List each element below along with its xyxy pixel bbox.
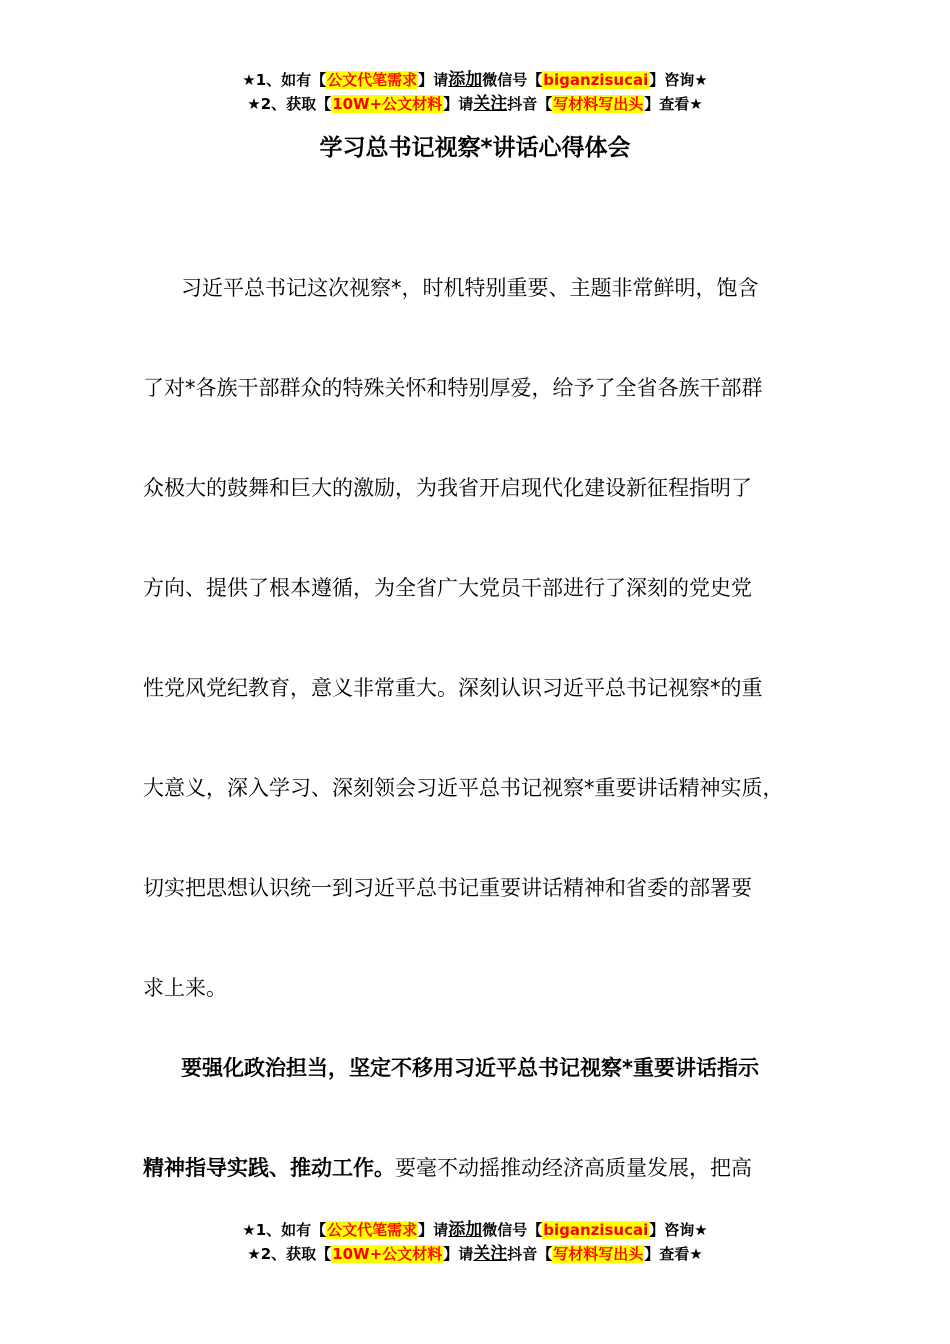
promo-text: 】请 (418, 71, 449, 89)
text-line: 求上来。 (143, 976, 227, 1000)
promo-text: 微信号【 (482, 71, 543, 89)
promo-text: 】请 (443, 95, 474, 113)
document-title: 学习总书记视察*讲话心得体会 (319, 135, 631, 161)
promo-text: 】请 (443, 1245, 474, 1263)
text-line: 了对*各族干部群众的特殊关怀和特别厚爱，给予了全省各族干部群 (143, 376, 763, 400)
promo-text: 】查看★ (644, 95, 703, 113)
highlight-wechat-id: biganzisucai (543, 1221, 649, 1239)
highlight-douyin: 写材料写出头 (553, 95, 644, 113)
normal-phrase: 要毫不动摇推动经济高质量发展，把高 (395, 1156, 752, 1180)
promo-text: 】查看★ (644, 1245, 703, 1263)
highlight-wechat-id: biganzisucai (543, 71, 649, 89)
bold-text-line: 要强化政治担当，坚定不移用习近平总书记视察*重要讲话指示 (181, 1056, 759, 1080)
promo-line-2 (0, 92, 950, 116)
text-line: 切实把思想认识统一到习近平总书记重要讲话精神和省委的部署要 (143, 876, 752, 900)
promo-text: ★2、获取【 (247, 1245, 332, 1263)
emphasis-add: 添加 (448, 1220, 483, 1240)
promo-line-2 (0, 1242, 950, 1266)
promo-text: 抖音【 (507, 95, 553, 113)
mixed-text-line (143, 1118, 833, 1218)
promo-text: ★1、如有【 (242, 71, 327, 89)
promo-text: 抖音【 (507, 1245, 553, 1263)
emphasis-add: 添加 (448, 70, 483, 90)
promo-text: ★1、如有【 (242, 1221, 327, 1239)
header-promo (0, 68, 950, 116)
text-line: 大意义，深入学习、深刻领会习近平总书记视察*重要讲话精神实质， (143, 776, 784, 800)
highlight-service: 公文代笔需求 (327, 71, 418, 89)
highlight-materials: 10W+公文材料 (332, 95, 443, 113)
promo-line-1 (0, 68, 950, 92)
text-line: 众极大的鼓舞和巨大的激励，为我省开启现代化建设新征程指明了 (143, 476, 752, 500)
promo-text: 】咨询★ (649, 71, 708, 89)
promo-text: 微信号【 (482, 1221, 543, 1239)
text-line: 方向、提供了根本遵循，为全省广大党员干部进行了深刻的党史党 (143, 576, 752, 600)
bold-phrase: 精神指导实践、推动工作。 (143, 1156, 395, 1180)
text-line: 习近平总书记这次视察*，时机特别重要、主题非常鲜明，饱含 (181, 276, 759, 300)
emphasis-follow: 关注 (473, 1244, 508, 1264)
highlight-materials: 10W+公文材料 (332, 1245, 443, 1263)
paragraph-1 (143, 238, 833, 1038)
promo-text: 】咨询★ (649, 1221, 708, 1239)
paragraph-2 (143, 1018, 833, 1218)
footer-promo (0, 1218, 950, 1266)
highlight-service: 公文代笔需求 (327, 1221, 418, 1239)
text-line: 性党风党纪教育，意义非常重大。深刻认识习近平总书记视察*的重 (143, 676, 763, 700)
promo-line-1 (0, 1218, 950, 1242)
highlight-douyin: 写材料写出头 (553, 1245, 644, 1263)
emphasis-follow: 关注 (473, 94, 508, 114)
promo-text: 】请 (418, 1221, 449, 1239)
promo-text: ★2、获取【 (247, 95, 332, 113)
